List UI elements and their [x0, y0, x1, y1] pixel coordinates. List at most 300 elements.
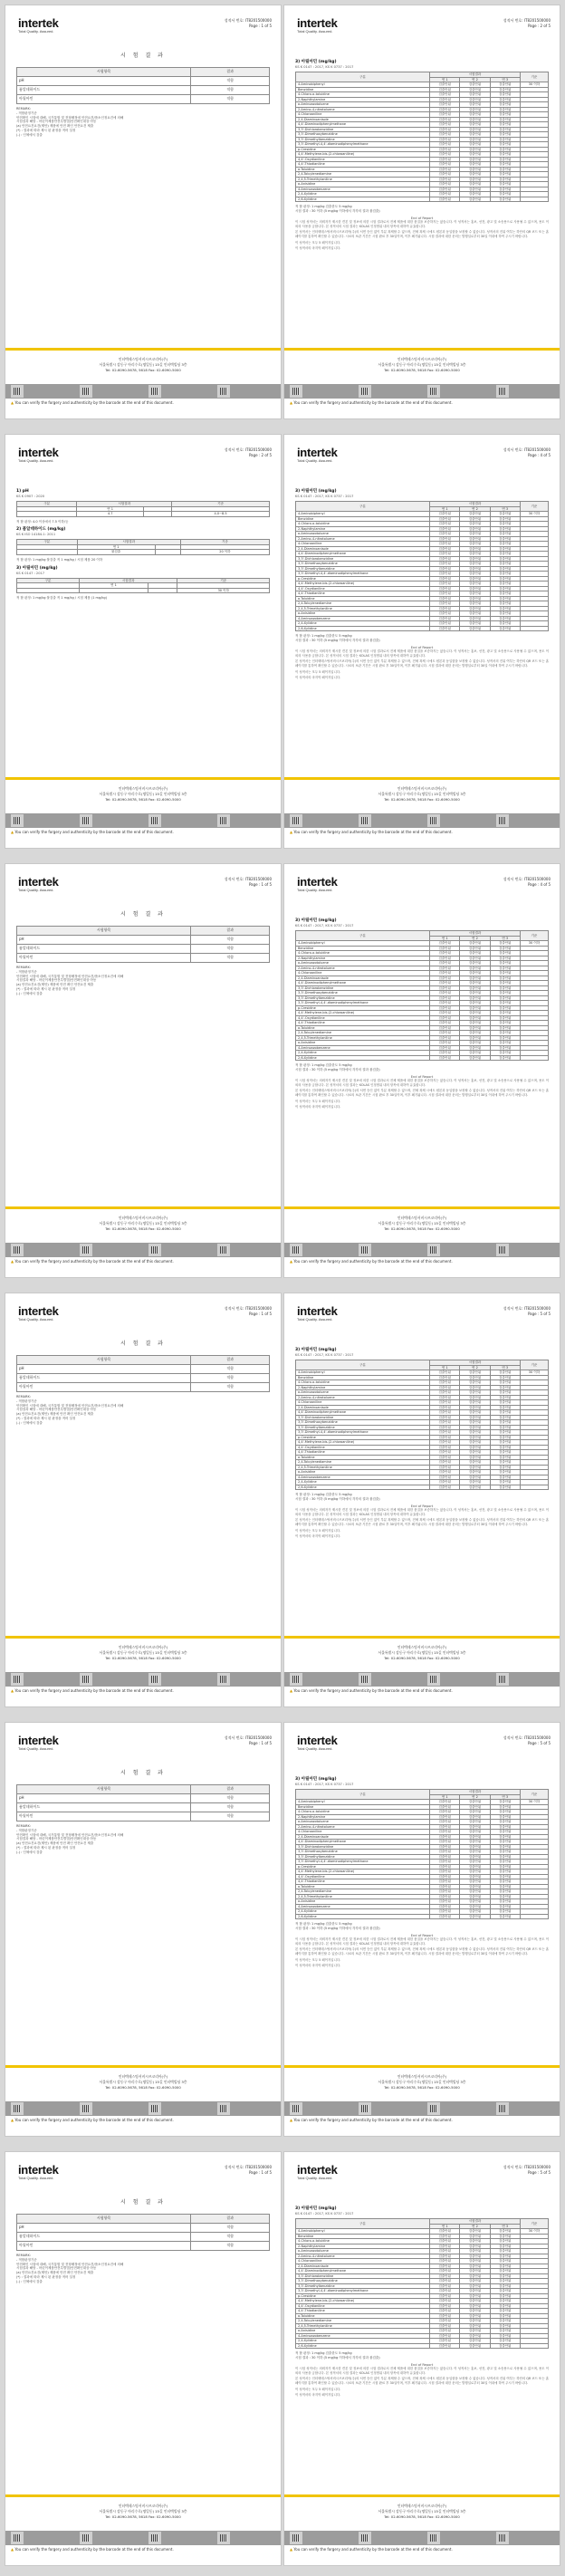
table-row: 4-Chloroaniline 검출안됨 검출안됨 검출안됨 — [296, 1400, 549, 1406]
footer: 인터텍테스팅서비시즈코리아(주) 서울특별시 강동구 아리수로(명일동) 15길 인터텍빌딩 3층 Tel: 02-6090-5678, 5618 Fax: 02-6090-5000 — [378, 357, 466, 372]
table-row: o-Aminoazotoluene 검출안됨 검출안됨 검출안됨 — [296, 1820, 549, 1825]
footer: 인터텍테스팅서비시즈코리아(주) 서울특별시 강동구 아리수로(명일동) 15길 인터텍빌딩 3층 Tel: 02-6090-5678, 5618 Fax: 02-6090-5000 — [99, 786, 187, 802]
table-row: 아릴아민 적합 — [17, 2242, 270, 2251]
summary-table — [16, 67, 270, 104]
disclaimer: End of Report 이 시험 성적서는 의뢰자가 제시한 견본 및 정보에 의한 시험 결과로서 전체 제품에 대한 품질을 보증하지는 않습니다. 이 성적서는 홍보, 선전, 광고 및 소송용으로 사용될 수 없으며, 용도 이외의 사용을 금합니다. 본 성적서의 시험 결과는 KOLAS 인정범위 내의 항목에 대하여 유효합니다. 본 성적서는 인터텍테스팅서비시즈코리아(주)의 서면 승인 없이 부분 복제할 수 없으며, 전체 복제 시에도 원본과 동일함을 보장할 수 없습니다. 성적서의 진위 여부는 하단의 QR 코드 또는 홈페이지를 통하여 확인할 수 있습니다. 시료의 보관 기간은 시험 완료 후 30일이며, 이후 폐기됩니다. 시험 결과에 대한 문의는 발행일로부터 30일 이내에 하여 주시기 바랍니다. 이 성적서는 모두 5 페이지입니다. 이 성적서의 마지막 페이지입니다. — [295, 2362, 549, 2398]
table-row: 2,4-Toluylenediamine 검출안됨 검출안됨 검출안됨 — [296, 172, 549, 178]
table-row: 3,3'-Dichlorobenzidine 검출안됨 검출안됨 검출안됨 — [296, 127, 549, 132]
table-row: 4,4'-Methylene-bis-(2-chloroaniline) 검출안됨 검출안됨 검출안됨 — [296, 1870, 549, 1875]
disclaimer: End of Report 이 시험 성적서는 의뢰자가 제시한 견본 및 정보에 의한 시험 결과로서 전체 제품에 대한 품질을 보증하지는 않습니다. 이 성적서는 홍보, 선전, 광고 및 소송용으로 사용될 수 없으며, 용도 이외의 사용을 금합니다. 본 성적서의 시험 결과는 KOLAS 인정범위 내의 항목에 대하여 유효합니다. 본 성적서는 인터텍테스팅서비시즈코리아(주)의 서면 승인 없이 부분 복제할 수 없으며, 전체 복제 시에도 원본과 동일함을 보장할 수 없습니다. 성적서의 진위 여부는 하단의 QR 코드 또는 홈페이지를 통하여 확인할 수 있습니다. 시료의 보관 기간은 시험 완료 후 30일이며, 이후 폐기됩니다. 시험 결과에 대한 문의는 발행일로부터 30일 이내에 하여 주시기 바랍니다. 이 성적서는 모두 5 페이지입니다. 이 성적서의 마지막 페이지입니다. — [295, 1933, 549, 1968]
qr-code-icon — [496, 1244, 509, 1256]
report-page — [284, 5, 560, 418]
intertek-logo: intertek Total Quality. Assured. — [297, 1734, 338, 1751]
remark-block: REMARK: - 적합판정기준 안전확인 시험에 대해, 국가통합 및 전형배정에 안전요건/품소인정요건에 의해 시험결과 해당 - 어린이제품안전특별법(안전확인대상 아동 (a) 안전요건요건(제안) 제품에 안전 확인 안전요건 제출 (*) : 결과에 따라 제시 된 판정을 적어 설정 (-) : 인체에서 검출 — [16, 966, 124, 995]
verify-note: ▲ You can verify the forgery and authenticity by the barcode at the end of this document. — [290, 2118, 453, 2122]
summary-table — [16, 926, 270, 963]
table-row: 4,4'-Oxydianiline 검출안됨 검출안됨 검출안됨 — [296, 1015, 549, 1021]
amine-content: 3) 아릴아민 (mg/kg) KS K 0147 : 2017, KS K 0737 : 2017 구분 시험결과 기준 연 1 연 2 연 3 4-Aminobiphenyl 검출안됨 검출안됨 검출안됨 30 이하 Benzidine 검출안됨 검출안됨 검출안됨 4-Chloro-o-toluidine 검출안됨 검출안됨 검출안됨 2-Naphthylamine 검출안됨 검출안됨 검출안됨 o-Aminoazotoluene 검출안됨 검출안됨 검출안됨 2-Amino-4-nitrotoluene 검출안됨 검출안됨 검출안됨 4-Chloroaniline 검출안됨 검출안됨 검출안됨 2,4-Diaminoanisole 검출안됨 검출안됨 검출안됨 4,4'-Diaminodiphenylmethane 검출안됨 검출안됨 검출안됨 3,3'-Dichlorobenzidine 검출안됨 검출안됨 검출안됨 3,3'-Dimethoxybenzidine 검출안됨 검출안됨 검출안됨 3,3'-Dimethylbenzidine 검출안됨 검출안됨 검출안됨 3,3'-Dimethyl-4,4'-diaminodiphenylmethane 검출안됨 검출안됨 검출안됨 p-Cresidine 검출안됨 검출안됨 검출안됨 4,4'-Methylene-bis-(2-chloroaniline) 검출안됨 검출안됨 검출안됨 4,4'-Oxydianiline 검출안됨 검출안됨 검출안됨 4,4'-Thiodianiline 검출안됨 검출안됨 검출안됨 o-Toluidine 검출안됨 검출안됨 검출안됨 2,4-Toluylenediamine 검출안됨 검출안됨 검출안됨 2,4,5-Trimethylaniline 검출안됨 검출안됨 검출안됨 o-Anisidine 검출안됨 검출안됨 검출안됨 4-Aminoazobenzene 검출안됨 검출안됨 검출안됨 2,4-Xylidine 검출안됨 검출안됨 검출안됨 2,6-Xylidine 검출안됨 검출안됨 검출안됨 적 합 판정: 1 mg/kg 검출한도 5 mg/kg 시험 결과 : 30 이하 (5 mg/kg 이하에서 각각의 결과 불검출) End of Report 이 시험 성적서는 의뢰자가 제시한 견본 및 정보에 의한 시험 결과로서 전체 제품에 대한 품질을 보증하지는 않습니다. 이 성적서는 홍보, 선전, 광고 및 소송용으로 사용될 수 없으며, 용도 이외의 사용을 금합니다. 본 성적서의 시험 결과는 KOLAS 인정범위 내의 항목에 대하여 유효합니다. 본 성적서는 인터텍테스팅서비시즈코리아(주)의 서면 승인 없이 부분 복제할 수 없으며, 전체 복제 시에도 원본과 동일함을 보장할 수 없습니다. 성적서의 진위 여부는 하단의 QR 코드 또는 홈페이지를 통하여 확인할 수 있습니다. 시료의 보관 기간은 시험 완료 후 30일이며, 이후 폐기됩니다. 시험 결과에 대한 문의는 발행일로부터 30일 이내에 하여 주시기 바랍니다. 이 성적서는 모두 5 페이지입니다. 이 성적서의 마지막 페이지입니다. — [295, 1348, 549, 1539]
table-row: 4,4'-Diaminodiphenylmethane 검출안됨 검출안됨 검출안됨 — [296, 552, 549, 557]
qr-code-icon — [80, 1244, 92, 1256]
table-row: 4,4'-Methylene-bis-(2-chloroaniline) 검출안됨 검출안됨 검출안됨 — [296, 1440, 549, 1446]
table-row: 2,4,5-Trimethylaniline 검출안됨 검출안됨 검출안됨 — [296, 1894, 549, 1899]
table-row: 2,4-Diaminoanisole 검출안됨 검출안됨 검출안됨 — [296, 546, 549, 552]
table-row: p-Cresidine 검출안됨 검출안됨 검출안됨 — [296, 1005, 549, 1011]
table-row: 3,3'-Dimethylbenzidine 검출안됨 검출안됨 검출안됨 — [296, 995, 549, 1001]
tests-content: 1) pH KS K 0907 : 2020 구분 시험결과 기준 연 1 4.7 4.0~8.5 적 합 판정: 4.0 이상에서 7.5 이하/등 2) 폼알데하이드 (mg/kg) KS K ISO 14184-1: 2011 구분 시험결과 기준 연 1 불검출 20 이하 적 합 판정: 1 mg/kg 불검출 적 1 mg/kg / 시험 제품 20 이하 3) 아릴아민 (mg/kg) KS K 0147 : 2017 구분 시험결과 기준 연 1 30 이하 적 합 판정: 1 mg/kg 불검출 적 1 mg/kg / 시험 제품 (1 mg/kg) — [16, 485, 270, 601]
qr-code-icon — [290, 1673, 302, 1686]
amine-summary-table: 구분 시험결과 기준 연 1 30 이하 — [16, 578, 270, 594]
info-icon: ▲ — [290, 830, 293, 834]
qr-code-icon — [80, 2102, 92, 2115]
barcode-band — [284, 384, 560, 399]
col-result: 결과 — [191, 1356, 270, 1365]
table-row: Benzidine 검출안됨 검출안됨 검출안됨 — [296, 1375, 549, 1380]
verify-note: ▲ You can verify the forgery and authenticity by the barcode at the end of this document. — [11, 1688, 174, 1693]
qr-code-icon — [359, 2532, 371, 2544]
table-row: 2,4-Diaminoanisole 검출안됨 검출안됨 검출안됨 — [296, 1834, 549, 1840]
ph-table: 구분 시험결과 기준 연 1 4.7 4.0~8.5 — [16, 501, 270, 517]
table-row: o-Anisidine 검출안됨 검출안됨 검출안됨 — [296, 1470, 549, 1475]
table-row: 2,6-Xylidine 검출안됨 검출안됨 검출안됨 — [296, 626, 549, 631]
table-row: 2,4-Diaminoanisole 검출안됨 검출안됨 검출안됨 — [296, 976, 549, 981]
accent-band — [284, 1636, 560, 1639]
table-row: 폼알데하이드 적합 — [17, 2233, 270, 2242]
table-row: 2-Naphthylamine 검출안됨 검출안됨 검출안됨 — [296, 1385, 549, 1390]
summary-content — [16, 1355, 270, 1426]
intertek-logo: intertek Total Quality. Assured. — [18, 875, 59, 892]
verify-note: ▲ You can verify the forgery and authenticity by the barcode at the end of this document. — [290, 1259, 453, 1264]
qr-code-icon — [427, 814, 440, 827]
table-row: 폼알데하이드 적합 — [17, 1803, 270, 1812]
qr-code-icon — [290, 2102, 302, 2115]
amine-table: 구분 시험결과 기준 연 1 연 2 연 3 4-Aminobiphenyl 검출안됨 검출안됨 검출안됨 30 이하 Benzidine 검출안됨 검출안됨 검출안됨 4-Chloro-o-toluidine 검출안됨 검출안됨 검출안됨 2-Naphthylamine 검출안됨 검출안됨 검출안됨 o-Aminoazotoluene 검출안됨 검출안됨 검출안됨 2-Amino-4-nitrotoluene 검출안됨 검출안됨 검출안됨 4-Chloroaniline 검출안됨 검출안됨 검출안됨 2,4-Diaminoanisole 검출안됨 검출안됨 검출안됨 4,4'-Diaminodiphenylmethane 검출안됨 검출안됨 검출안됨 3,3'-Dichlorobenzidine 검출안됨 검출안됨 검출안됨 3,3'-Dimethoxybenzidine 검출안됨 검출안됨 검출안됨 3,3'-Dimethylbenzidine 검출안됨 검출안됨 검출안됨 3,3'-Dimethyl-4,4'-diaminodiphenylmethane 검출안됨 검출안됨 검출안됨 p-Cresidine 검출안됨 검출안됨 검출안됨 4,4'-Methylene-bis-(2-chloroaniline) 검출안됨 검출안됨 검출안됨 4,4'-Oxydianiline 검출안됨 검출안됨 검출안됨 4,4'-Thiodianiline 검출안됨 검출안됨 검출안됨 o-Toluidine 검출안됨 검출안됨 검출안됨 2,4-Toluylenediamine 검출안됨 검출안됨 검출안됨 2,4,5-Trimethylaniline 검출안됨 검출안됨 검출안됨 o-Anisidine 검출안됨 검출안됨 검출안됨 4-Aminoazobenzene 검출안됨 검출안됨 검출안됨 2,4-Xylidine 검출안됨 검출안됨 검출안됨 2,6-Xylidine 검출안됨 검출안됨 검출안됨 — [295, 1789, 549, 1919]
qr-code-icon — [290, 385, 302, 398]
table-row: o-Aminoazotoluene 검출안됨 검출안됨 검출안됨 — [296, 1390, 549, 1396]
table-row: o-Anisidine 검출안됨 검출안됨 검출안됨 — [296, 611, 549, 617]
info-icon: ▲ — [290, 400, 293, 405]
table-row: p-Cresidine 검출안됨 검출안됨 검출안됨 — [296, 2293, 549, 2299]
amine-content: 3) 아릴아민 (mg/kg) KS K 0147 : 2017, KS K 0737 : 2017 구분 시험결과 기준 연 1 연 2 연 3 4-Aminobiphenyl 검출안됨 검출안됨 검출안됨 30 이하 Benzidine 검출안됨 검출안됨 검출안됨 4-Chloro-o-toluidine 검출안됨 검출안됨 검출안됨 2-Naphthylamine 검출안됨 검출안됨 검출안됨 o-Aminoazotoluene 검출안됨 검출안됨 검출안됨 2-Amino-4-nitrotoluene 검출안됨 검출안됨 검출안됨 4-Chloroaniline 검출안됨 검출안됨 검출안됨 2,4-Diaminoanisole 검출안됨 검출안됨 검출안됨 4,4'-Diaminodiphenylmethane 검출안됨 검출안됨 검출안됨 3,3'-Dichlorobenzidine 검출안됨 검출안됨 검출안됨 3,3'-Dimethoxybenzidine 검출안됨 검출안됨 검출안됨 3,3'-Dimethylbenzidine 검출안됨 검출안됨 검출안됨 3,3'-Dimethyl-4,4'-diaminodiphenylmethane 검출안됨 검출안됨 검출안됨 p-Cresidine 검출안됨 검출안됨 검출안됨 4,4'-Methylene-bis-(2-chloroaniline) 검출안됨 검출안됨 검출안됨 4,4'-Oxydianiline 검출안됨 검출안됨 검출안됨 4,4'-Thiodianiline 검출안됨 검출안됨 검출안됨 o-Toluidine 검출안됨 검출안됨 검출안됨 2,4-Toluylenediamine 검출안됨 검출안됨 검출안됨 2,4,5-Trimethylaniline 검출안됨 검출안됨 검출안됨 o-Anisidine 검출안됨 검출안됨 검출안됨 4-Aminoazobenzene 검출안됨 검출안됨 검출안됨 2,4-Xylidine 검출안됨 검출안됨 검출안됨 2,6-Xylidine 검출안됨 검출안됨 검출안됨 적 합 판정: 1 mg/kg 검출한도 5 mg/kg 시험 결과 : 30 이하 (5 mg/kg 이하에서 각각의 결과 불검출) End of Report 이 시험 성적서는 의뢰자가 제시한 견본 및 정보에 의한 시험 결과로서 전체 제품에 대한 품질을 보증하지는 않습니다. 이 성적서는 홍보, 선전, 광고 및 소송용으로 사용될 수 없으며, 용도 이외의 사용을 금합니다. 본 성적서의 시험 결과는 KOLAS 인정범위 내의 항목에 대하여 유효합니다. 본 성적서는 인터텍테스팅서비시즈코리아(주)의 서면 승인 없이 부분 복제할 수 없으며, 전체 복제 시에도 원본과 동일함을 보장할 수 없습니다. 성적서의 진위 여부는 하단의 QR 코드 또는 홈페이지를 통하여 확인할 수 있습니다. 시료의 보관 기간은 시험 완료 후 30일이며, 이후 폐기됩니다. 시험 결과에 대한 문의는 발행일로부터 30일 이내에 하여 주시기 바랍니다. 이 성적서는 모두 5 페이지입니다. 이 성적서의 마지막 페이지입니다. — [295, 2206, 549, 2398]
table-row: 2,4-Xylidine 검출안됨 검출안됨 검출안됨 — [296, 192, 549, 197]
report-page — [284, 1293, 560, 1706]
disclaimer: End of Report 이 시험 성적서는 의뢰자가 제시한 견본 및 정보에 의한 시험 결과로서 전체 제품에 대한 품질을 보증하지는 않습니다. 이 성적서는 홍보, 선전, 광고 및 소송용으로 사용될 수 없으며, 용도 이외의 사용을 금합니다. 본 성적서의 시험 결과는 KOLAS 인정범위 내의 항목에 대하여 유효합니다. 본 성적서는 인터텍테스팅서비시즈코리아(주)의 서면 승인 없이 부분 복제할 수 없으며, 전체 복제 시에도 원본과 동일함을 보장할 수 없습니다. 성적서의 진위 여부는 하단의 QR 코드 또는 홈페이지를 통하여 확인할 수 있습니다. 시료의 보관 기간은 시험 완료 후 30일이며, 이후 폐기됩니다. 시험 결과에 대한 문의는 발행일로부터 30일 이내에 하여 주시기 바랍니다. 이 성적서는 모두 5 페이지입니다. 이 성적서의 마지막 페이지입니다. — [295, 645, 549, 680]
table-row: 2,4-Xylidine 검출안됨 검출안됨 검출안됨 — [296, 1051, 549, 1056]
table-row: 2-Naphthylamine 검출안됨 검출안됨 검출안됨 — [296, 956, 549, 961]
summary-table — [16, 2214, 270, 2251]
table-row: 4,4'-Oxydianiline 검출안됨 검출안됨 검출안됨 — [296, 1874, 549, 1879]
table-row: 4-Chloro-o-toluidine 검출안됨 검출안됨 검출안됨 — [296, 522, 549, 527]
intertek-logo: intertek Total Quality. Assured. — [297, 16, 338, 34]
table-row: 4-Chloro-o-toluidine 검출안됨 검출안됨 검출안됨 — [296, 1810, 549, 1815]
table-row: o-Toluidine 검출안됨 검출안됨 검출안됨 — [296, 2313, 549, 2319]
table-row: 4,4'-Thiodianiline 검출안됨 검출안됨 검출안됨 — [296, 591, 549, 597]
col-item: 시험항목 — [17, 2215, 191, 2224]
table-row: o-Aminoazotoluene 검출안됨 검출안됨 검출안됨 — [296, 102, 549, 108]
table-row: 2,4-Xylidine 검출안됨 검출안됨 검출안됨 — [296, 621, 549, 627]
summary-table — [16, 1355, 270, 1392]
report-page — [284, 435, 560, 848]
table-row: 아릴아민 적합 — [17, 1383, 270, 1392]
table-row: o-Toluidine 검출안됨 검출안됨 검출안됨 — [296, 1884, 549, 1889]
report-page — [5, 435, 281, 848]
intertek-logo: intertek Total Quality. Assured. — [18, 2163, 59, 2180]
table-row: 4,4'-Oxydianiline 검출안됨 검출안됨 검출안됨 — [296, 157, 549, 162]
table-row: 4-Aminoazobenzene 검출안됨 검출안됨 검출안됨 — [296, 2333, 549, 2339]
table-row: 4,4'-Diaminodiphenylmethane 검출안됨 검출안됨 검출안됨 — [296, 1410, 549, 1416]
table-row: 2,4-Toluylenediamine 검출안됨 검출안됨 검출안됨 — [296, 1889, 549, 1895]
table-row: 3,3'-Dimethylbenzidine 검출안됨 검출안됨 검출안됨 — [296, 2283, 549, 2289]
qr-code-icon — [148, 1244, 161, 1256]
barcode-band — [284, 1243, 560, 1257]
report-meta: 성적서 번호: IT8201500000 Page : 1 of 5 — [224, 1306, 272, 1316]
table-row: 2,4,5-Trimethylaniline 검출안됨 검출안됨 검출안됨 — [296, 2323, 549, 2329]
table-row: 4-Chloro-o-toluidine 검출안됨 검출안됨 검출안됨 — [296, 2239, 549, 2244]
table-row: 2,6-Xylidine 검출안됨 검출안됨 검출안됨 — [296, 1055, 549, 1061]
table-row: 4,4'-Diaminodiphenylmethane 검출안됨 검출안됨 검출안됨 — [296, 122, 549, 128]
summary-content — [16, 2214, 270, 2284]
footer: 인터텍테스팅서비시즈코리아(주) 서울특별시 강동구 아리수로(명일동) 15길 인터텍빌딩 3층 Tel: 02-6090-5678, 5618 Fax: 02-6090-5000 — [378, 786, 466, 802]
table-row: p-Cresidine 검출안됨 검출안됨 검출안됨 — [296, 1864, 549, 1870]
col-item: 시험항목 — [17, 1785, 191, 1794]
table-row: 3,3'-Dimethyl-4,4'-diaminodiphenylmethane 검출안됨 검출안됨 검출안됨 — [296, 1001, 549, 1006]
qr-code-icon — [148, 2102, 161, 2115]
summary-title: 시 험 결 과 — [120, 53, 166, 59]
info-icon: ▲ — [290, 1688, 293, 1693]
table-row: 2,6-Xylidine 검출안됨 검출안됨 검출안됨 — [296, 197, 549, 202]
table-row: 4-Chloroaniline 검출안됨 검출안됨 검출안됨 — [296, 542, 549, 547]
table-row: o-Anisidine 검출안됨 검출안됨 검출안됨 — [296, 1041, 549, 1046]
qr-code-icon — [11, 2102, 24, 2115]
table-row: 3,3'-Dimethyl-4,4'-diaminodiphenylmethane 검출안됨 검출안됨 검출안됨 — [296, 2289, 549, 2294]
table-row: 3,3'-Dichlorobenzidine 검출안됨 검출안됨 검출안됨 — [296, 1415, 549, 1420]
table-row: 4-Aminoazobenzene 검출안됨 검출안됨 검출안됨 — [296, 1904, 549, 1909]
report-meta: 성적서 번호: IT8201500000 Page : 4 of 5 — [503, 447, 551, 457]
qr-code-icon — [11, 814, 24, 827]
table-row: 2-Naphthylamine 검출안됨 검출안됨 검출안됨 — [296, 97, 549, 102]
table-row: 2,4-Toluylenediamine 검출안됨 검출안됨 검출안됨 — [296, 1460, 549, 1466]
qr-code-icon — [427, 2102, 440, 2115]
qr-code-icon — [80, 385, 92, 398]
remark-block: REMARK: - 적합판정기준 안전확인 시험에 대해, 국가통합 및 전형배정에 안전요건/품소인정요건에 의해 시험결과 해당 - 어린이제품안전특별법(안전확인대상 아동 (a) 안전요건요건(제안) 제품에 안전 확인 안전요건 제출 (*) : 결과에 따라 제시 된 판정을 적어 설정 (-) : 인체에서 검출 — [16, 2254, 124, 2283]
qr-code-icon — [217, 814, 230, 827]
summary-content — [16, 1784, 270, 1855]
table-row: 2-Amino-4-nitrotoluene 검출안됨 검출안됨 검출안됨 — [296, 966, 549, 971]
table-row: 2,4-Diaminoanisole 검출안됨 검출안됨 검출안됨 — [296, 1405, 549, 1410]
col-item: 시험항목 — [17, 1356, 191, 1365]
table-row: 3,3'-Dimethylbenzidine 검출안됨 검출안됨 검출안됨 — [296, 566, 549, 572]
table-row: 2-Amino-4-nitrotoluene 검출안됨 검출안됨 검출안됨 — [296, 1395, 549, 1400]
table-row: 2-Naphthylamine 검출안됨 검출안됨 검출안됨 — [296, 526, 549, 532]
barcode-band — [284, 1672, 560, 1687]
table-row: 3,3'-Dimethoxybenzidine 검출안됨 검출안됨 검출안됨 — [296, 2279, 549, 2284]
table-row: Benzidine 검출안됨 검출안됨 검출안됨 — [296, 516, 549, 522]
table-row: 3,3'-Dimethoxybenzidine 검출안됨 검출안됨 검출안됨 — [296, 991, 549, 996]
footer: 인터텍테스팅서비시즈코리아(주) 서울특별시 강동구 아리수로(명일동) 15길 인터텍빌딩 3층 Tel: 02-6090-5678, 5618 Fax: 02-6090-5000 — [378, 1216, 466, 1231]
verify-note: ▲ You can verify the forgery and authenticity by the barcode at the end of this document. — [290, 830, 453, 834]
report-page — [284, 1723, 560, 2136]
table-row: 아릴아민 적합 — [17, 954, 270, 963]
table-row: o-Toluidine 검출안됨 검출안됨 검출안됨 — [296, 1455, 549, 1460]
table-row: p-Cresidine 검출안됨 검출안됨 검출안됨 — [296, 1435, 549, 1440]
summary-content — [16, 67, 270, 138]
amine-content: 3) 아릴아민 (mg/kg) KS K 0147 : 2017, KS K 0737 : 2017 구분 시험결과 기준 연 1 연 2 연 3 4-Aminobiphenyl 검출안됨 검출안됨 검출안됨 30 이하 Benzidine 검출안됨 검출안됨 검출안됨 4-Chloro-o-toluidine 검출안됨 검출안됨 검출안됨 2-Naphthylamine 검출안됨 검출안됨 검출안됨 o-Aminoazotoluene 검출안됨 검출안됨 검출안됨 2-Amino-4-nitrotoluene 검출안됨 검출안됨 검출안됨 4-Chloroaniline 검출안됨 검출안됨 검출안됨 2,4-Diaminoanisole 검출안됨 검출안됨 검출안됨 4,4'-Diaminodiphenylmethane 검출안됨 검출안됨 검출안됨 3,3'-Dichlorobenzidine 검출안됨 검출안됨 검출안됨 3,3'-Dimethoxybenzidine 검출안됨 검출안됨 검출안됨 3,3'-Dimethylbenzidine 검출안됨 검출안됨 검출안됨 3,3'-Dimethyl-4,4'-diaminodiphenylmethane 검출안됨 검출안됨 검출안됨 p-Cresidine 검출안됨 검출안됨 검출안됨 4,4'-Methylene-bis-(2-chloroaniline) 검출안됨 검출안됨 검출안됨 4,4'-Oxydianiline 검출안됨 검출안됨 검출안됨 4,4'-Thiodianiline 검출안됨 검출안됨 검출안됨 o-Toluidine 검출안됨 검출안됨 검출안됨 2,4-Toluylenediamine 검출안됨 검출안됨 검출안됨 2,4,5-Trimethylaniline 검출안됨 검출안됨 검출안됨 o-Anisidine 검출안됨 검출안됨 검출안됨 4-Aminoazobenzene 검출안됨 검출안됨 검출안됨 2,4-Xylidine 검출안됨 검출안됨 검출안됨 2,6-Xylidine 검출안됨 검출안됨 검출안됨 적 합 판정: 1 mg/kg 검출한도 5 mg/kg 시험 결과 : 30 이하 (5 mg/kg 이하에서 각각의 결과 불검출) End of Report 이 시험 성적서는 의뢰자가 제시한 견본 및 정보에 의한 시험 결과로서 전체 제품에 대한 품질을 보증하지는 않습니다. 이 성적서는 홍보, 선전, 광고 및 소송용으로 사용될 수 없으며, 용도 이외의 사용을 금합니다. 본 성적서의 시험 결과는 KOLAS 인정범위 내의 항목에 대하여 유효합니다. 본 성적서는 인터텍테스팅서비시즈코리아(주)의 서면 승인 없이 부분 복제할 수 없으며, 전체 복제 시에도 원본과 동일함을 보장할 수 없습니다. 성적서의 진위 여부는 하단의 QR 코드 또는 홈페이지를 통하여 확인할 수 있습니다. 시료의 보관 기간은 시험 완료 후 30일이며, 이후 폐기됩니다. 시험 결과에 대한 문의는 발행일로부터 30일 이내에 하여 주시기 바랍니다. 이 성적서는 모두 5 페이지입니다. 이 성적서의 마지막 페이지입니다. — [295, 60, 549, 251]
intertek-logo: intertek Total Quality. Assured. — [297, 875, 338, 892]
table-row: 4-Aminobiphenyl 검출안됨 검출안됨 검출안됨 30 이하 — [296, 1800, 549, 1805]
table-row: 4-Aminobiphenyl 검출안됨 검출안됨 검출안됨 30 이하 — [296, 512, 549, 517]
table-row: 3,3'-Dimethoxybenzidine 검출안됨 검출안됨 검출안됨 — [296, 562, 549, 567]
qr-code-icon — [217, 1673, 230, 1686]
report-meta: 성적서 번호: IT8201500000 Page : 2 of 5 — [503, 18, 551, 28]
disclaimer: End of Report 이 시험 성적서는 의뢰자가 제시한 견본 및 정보에 의한 시험 결과로서 전체 제품에 대한 품질을 보증하지는 않습니다. 이 성적서는 홍보, 선전, 광고 및 소송용으로 사용될 수 없으며, 용도 이외의 사용을 금합니다. 본 성적서의 시험 결과는 KOLAS 인정범위 내의 항목에 대하여 유효합니다. 본 성적서는 인터텍테스팅서비시즈코리아(주)의 서면 승인 없이 부분 복제할 수 없으며, 전체 복제 시에도 원본과 동일함을 보장할 수 없습니다. 성적서의 진위 여부는 하단의 QR 코드 또는 홈페이지를 통하여 확인할 수 있습니다. 시료의 보관 기간은 시험 완료 후 30일이며, 이후 폐기됩니다. 시험 결과에 대한 문의는 발행일로부터 30일 이내에 하여 주시기 바랍니다. 이 성적서는 모두 5 페이지입니다. 이 성적서의 마지막 페이지입니다. — [295, 1074, 549, 1110]
table-row: 4-Aminobiphenyl 검출안됨 검출안됨 검출안됨 30 이하 — [296, 1370, 549, 1376]
table-row: 폼알데하이드 적합 — [17, 1374, 270, 1383]
amine-table: 구분 시험결과 기준 연 1 연 2 연 3 4-Aminobiphenyl 검출안됨 검출안됨 검출안됨 30 이하 Benzidine 검출안됨 검출안됨 검출안됨 4-Chloro-o-toluidine 검출안됨 검출안됨 검출안됨 2-Naphthylamine 검출안됨 검출안됨 검출안됨 o-Aminoazotoluene 검출안됨 검출안됨 검출안됨 2-Amino-4-nitrotoluene 검출안됨 검출안됨 검출안됨 4-Chloroaniline 검출안됨 검출안됨 검출안됨 2,4-Diaminoanisole 검출안됨 검출안됨 검출안됨 4,4'-Diaminodiphenylmethane 검출안됨 검출안됨 검출안됨 3,3'-Dichlorobenzidine 검출안됨 검출안됨 검출안됨 3,3'-Dimethoxybenzidine 검출안됨 검출안됨 검출안됨 3,3'-Dimethylbenzidine 검출안됨 검출안됨 검출안됨 3,3'-Dimethyl-4,4'-diaminodiphenylmethane 검출안됨 검출안됨 검출안됨 p-Cresidine 검출안됨 검출안됨 검출안됨 4,4'-Methylene-bis-(2-chloroaniline) 검출안됨 검출안됨 검출안됨 4,4'-Oxydianiline 검출안됨 검출안됨 검출안됨 4,4'-Thiodianiline 검출안됨 검출안됨 검출안됨 o-Toluidine 검출안됨 검출안됨 검출안됨 2,4-Toluylenediamine 검출안됨 검출안됨 검출안됨 2,4,5-Trimethylaniline 검출안됨 검출안됨 검출안됨 o-Anisidine 검출안됨 검출안됨 검출안됨 4-Aminoazobenzene 검출안됨 검출안됨 검출안됨 2,4-Xylidine 검출안됨 검출안됨 검출안됨 2,6-Xylidine 검출안됨 검출안됨 검출안됨 — [295, 1360, 549, 1490]
table-row: 4,4'-Oxydianiline 검출안됨 검출안됨 검출안됨 — [296, 1445, 549, 1450]
table-row: 3,3'-Dimethylbenzidine 검출안됨 검출안됨 검출안됨 — [296, 137, 549, 142]
table-row: 4,4'-Oxydianiline 검출안됨 검출안됨 검출안됨 — [296, 2303, 549, 2309]
qr-code-icon — [496, 814, 509, 827]
table-row: o-Anisidine 검출안됨 검출안됨 검출안됨 — [296, 2329, 549, 2334]
table-row: 3,3'-Dichlorobenzidine 검출안됨 검출안됨 검출안됨 — [296, 2273, 549, 2279]
table-row: 3,3'-Dimethoxybenzidine 검출안됨 검출안됨 검출안됨 — [296, 132, 549, 138]
accent-band — [284, 777, 560, 780]
table-row: 2,4-Xylidine 검출안됨 검출안됨 검출안됨 — [296, 2339, 549, 2344]
amine-table: 구분 시험결과 기준 연 1 연 2 연 3 4-Aminobiphenyl 검출안됨 검출안됨 검출안됨 30 이하 Benzidine 검출안됨 검출안됨 검출안됨 4-Chloro-o-toluidine 검출안됨 검출안됨 검출안됨 2-Naphthylamine 검출안됨 검출안됨 검출안됨 o-Aminoazotoluene 검출안됨 검출안됨 검출안됨 2-Amino-4-nitrotoluene 검출안됨 검출안됨 검출안됨 4-Chloroaniline 검출안됨 검출안됨 검출안됨 2,4-Diaminoanisole 검출안됨 검출안됨 검출안됨 4,4'-Diaminodiphenylmethane 검출안됨 검출안됨 검출안됨 3,3'-Dichlorobenzidine 검출안됨 검출안됨 검출안됨 3,3'-Dimethoxybenzidine 검출안됨 검출안됨 검출안됨 3,3'-Dimethylbenzidine 검출안됨 검출안됨 검출안됨 3,3'-Dimethyl-4,4'-diaminodiphenylmethane 검출안됨 검출안됨 검출안됨 p-Cresidine 검출안됨 검출안됨 검출안됨 4,4'-Methylene-bis-(2-chloroaniline) 검출안됨 검출안됨 검출안됨 4,4'-Oxydianiline 검출안됨 검출안됨 검출안됨 4,4'-Thiodianiline 검출안됨 검출안됨 검출안됨 o-Toluidine 검출안됨 검출안됨 검출안됨 2,4-Toluylenediamine 검출안됨 검출안됨 검출안됨 2,4,5-Trimethylaniline 검출안됨 검출안됨 검출안됨 o-Anisidine 검출안됨 검출안됨 검출안됨 4-Aminoazobenzene 검출안됨 검출안됨 검출안됨 2,4-Xylidine 검출안됨 검출안됨 검출안됨 2,6-Xylidine 검출안됨 검출안됨 검출안됨 — [295, 2218, 549, 2349]
qr-code-icon — [359, 814, 371, 827]
info-icon: ▲ — [11, 1688, 14, 1693]
summary-title: 시 험 결 과 — [120, 1341, 166, 1347]
col-result: 결과 — [191, 1785, 270, 1794]
qr-code-icon — [80, 2532, 92, 2544]
intertek-logo: intertek Total Quality. Assured. — [18, 446, 59, 463]
intertek-logo: intertek Total Quality. Assured. — [297, 2163, 338, 2180]
verify-note: ▲ You can verify the forgery and authenticity by the barcode at the end of this document. — [11, 2118, 174, 2122]
table-row: pH 적합 — [17, 1794, 270, 1803]
report-meta: 성적서 번호: IT8201500000 Page : 4 of 5 — [503, 877, 551, 887]
barcode-band — [5, 813, 281, 828]
qr-code-icon — [359, 1244, 371, 1256]
accent-band — [284, 2494, 560, 2497]
table-row: 3,3'-Dimethoxybenzidine 검출안됨 검출안됨 검출안됨 — [296, 1850, 549, 1855]
footer: 인터텍테스팅서비시즈코리아(주) 서울특별시 강동구 아리수로(명일동) 15길 인터텍빌딩 3층 Tel: 02-6090-5678, 5618 Fax: 02-6090-5000 — [99, 357, 187, 372]
table-row: 3,3'-Dimethylbenzidine 검출안됨 검출안됨 검출안됨 — [296, 1854, 549, 1860]
barcode-band — [284, 813, 560, 828]
barcode-band — [5, 2101, 281, 2116]
table-row: 4-Aminobiphenyl 검출안됨 검출안됨 검출안됨 30 이하 — [296, 941, 549, 947]
table-row: 2,4,5-Trimethylaniline 검출안됨 검출안됨 검출안됨 — [296, 1465, 549, 1470]
qr-code-icon — [11, 1244, 24, 1256]
table-row: 2,4-Toluylenediamine 검출안됨 검출안됨 검출안됨 — [296, 2319, 549, 2324]
table-row: 2-Naphthylamine 검출안됨 검출안됨 검출안됨 — [296, 2244, 549, 2249]
table-row: 4-Aminoazobenzene 검출안됨 검출안됨 검출안됨 — [296, 1475, 549, 1480]
qr-code-icon — [290, 814, 302, 827]
table-row: pH 적합 — [17, 77, 270, 86]
qr-code-icon — [148, 2532, 161, 2544]
footer: 인터텍테스팅서비시즈코리아(주) 서울특별시 강동구 아리수로(명일동) 15길 인터텍빌딩 3층 Tel: 02-6090-5678, 5618 Fax: 02-6090-5000 — [99, 1216, 187, 1231]
qr-code-icon — [217, 2532, 230, 2544]
amine-table: 구분 시험결과 기준 연 1 연 2 연 3 4-Aminobiphenyl 검출안됨 검출안됨 검출안됨 30 이하 Benzidine 검출안됨 검출안됨 검출안됨 4-Chloro-o-toluidine 검출안됨 검출안됨 검출안됨 2-Naphthylamine 검출안됨 검출안됨 검출안됨 o-Aminoazotoluene 검출안됨 검출안됨 검출안됨 2-Amino-4-nitrotoluene 검출안됨 검출안됨 검출안됨 4-Chloroaniline 검출안됨 검출안됨 검출안됨 2,4-Diaminoanisole 검출안됨 검출안됨 검출안됨 4,4'-Diaminodiphenylmethane 검출안됨 검출안됨 검출안됨 3,3'-Dichlorobenzidine 검출안됨 검출안됨 검출안됨 3,3'-Dimethoxybenzidine 검출안됨 검출안됨 검출안됨 3,3'-Dimethylbenzidine 검출안됨 검출안됨 검출안됨 3,3'-Dimethyl-4,4'-diaminodiphenylmethane 검출안됨 검출안됨 검출안됨 p-Cresidine 검출안됨 검출안됨 검출안됨 4,4'-Methylene-bis-(2-chloroaniline) 검출안됨 검출안됨 검출안됨 4,4'-Oxydianiline 검출안됨 검출안됨 검출안됨 4,4'-Thiodianiline 검출안됨 검출안됨 검출안됨 o-Toluidine 검출안됨 검출안됨 검출안됨 2,4-Toluylenediamine 검출안됨 검출안됨 검출안됨 2,4,5-Trimethylaniline 검출안됨 검출안됨 검출안됨 o-Anisidine 검출안됨 검출안됨 검출안됨 4-Aminoazobenzene 검출안됨 검출안됨 검출안됨 2,4-Xylidine 검출안됨 검출안됨 검출안됨 2,6-Xylidine 검출안됨 검출안됨 검출안됨 — [295, 72, 549, 202]
info-icon: ▲ — [11, 830, 14, 834]
table-row: 4-Chloroaniline 검출안됨 검출안됨 검출안됨 — [296, 2259, 549, 2264]
qr-code-icon — [11, 2532, 24, 2544]
barcode-band — [284, 2531, 560, 2545]
table-row: 4-Aminobiphenyl 검출안됨 검출안됨 검출안됨 30 이하 — [296, 2229, 549, 2235]
qr-code-icon — [217, 1244, 230, 1256]
table-row: 3,3'-Dimethoxybenzidine 검출안됨 검출안됨 검출안됨 — [296, 1420, 549, 1426]
table-row: 2,4,5-Trimethylaniline 검출안됨 검출안됨 검출안됨 — [296, 177, 549, 182]
table-row: 4,4'-Thiodianiline 검출안됨 검출안됨 검출안됨 — [296, 1021, 549, 1026]
table-row: o-Anisidine 검출안됨 검출안됨 검출안됨 — [296, 182, 549, 187]
qr-code-icon — [359, 385, 371, 398]
table-row: 3,3'-Dimethyl-4,4'-diaminodiphenylmethane 검출안됨 검출안됨 검출안됨 — [296, 142, 549, 148]
table-row: Benzidine 검출안됨 검출안됨 검출안됨 — [296, 87, 549, 92]
table-row: 2-Amino-4-nitrotoluene 검출안됨 검출안됨 검출안됨 — [296, 2254, 549, 2259]
info-icon: ▲ — [290, 1259, 293, 1264]
col-result: 결과 — [191, 68, 270, 77]
amine-content: 3) 아릴아민 (mg/kg) KS K 0147 : 2017, KS K 0737 : 2017 구분 시험결과 기준 연 1 연 2 연 3 4-Aminobiphenyl 검출안됨 검출안됨 검출안됨 30 이하 Benzidine 검출안됨 검출안됨 검출안됨 4-Chloro-o-toluidine 검출안됨 검출안됨 검출안됨 2-Naphthylamine 검출안됨 검출안됨 검출안됨 o-Aminoazotoluene 검출안됨 검출안됨 검출안됨 2-Amino-4-nitrotoluene 검출안됨 검출안됨 검출안됨 4-Chloroaniline 검출안됨 검출안됨 검출안됨 2,4-Diaminoanisole 검출안됨 검출안됨 검출안됨 4,4'-Diaminodiphenylmethane 검출안됨 검출안됨 검출안됨 3,3'-Dichlorobenzidine 검출안됨 검출안됨 검출안됨 3,3'-Dimethoxybenzidine 검출안됨 검출안됨 검출안됨 3,3'-Dimethylbenzidine 검출안됨 검출안됨 검출안됨 3,3'-Dimethyl-4,4'-diaminodiphenylmethane 검출안됨 검출안됨 검출안됨 p-Cresidine 검출안됨 검출안됨 검출안됨 4,4'-Methylene-bis-(2-chloroaniline) 검출안됨 검출안됨 검출안됨 4,4'-Oxydianiline 검출안됨 검출안됨 검출안됨 4,4'-Thiodianiline 검출안됨 검출안됨 검출안됨 o-Toluidine 검출안됨 검출안됨 검출안됨 2,4-Toluylenediamine 검출안됨 검출안됨 검출안됨 2,4,5-Trimethylaniline 검출안됨 검출안됨 검출안됨 o-Anisidine 검출안됨 검출안됨 검출안됨 4-Aminoazobenzene 검출안됨 검출안됨 검출안됨 2,4-Xylidine 검출안됨 검출안됨 검출안됨 2,6-Xylidine 검출안됨 검출안됨 검출안됨 적 합 판정: 1 mg/kg 검출한도 5 mg/kg 시험 결과 : 30 이하 (5 mg/kg 이하에서 각각의 결과 불검출) End of Report 이 시험 성적서는 의뢰자가 제시한 견본 및 정보에 의한 시험 결과로서 전체 제품에 대한 품질을 보증하지는 않습니다. 이 성적서는 홍보, 선전, 광고 및 소송용으로 사용될 수 없으며, 용도 이외의 사용을 금합니다. 본 성적서의 시험 결과는 KOLAS 인정범위 내의 항목에 대하여 유효합니다. 본 성적서는 인터텍테스팅서비시즈코리아(주)의 서면 승인 없이 부분 복제할 수 없으며, 전체 복제 시에도 원본과 동일함을 보장할 수 없습니다. 성적서의 진위 여부는 하단의 QR 코드 또는 홈페이지를 통하여 확인할 수 있습니다. 시료의 보관 기간은 시험 완료 후 30일이며, 이후 폐기됩니다. 시험 결과에 대한 문의는 발행일로부터 30일 이내에 하여 주시기 바랍니다. 이 성적서는 모두 5 페이지입니다. 이 성적서의 마지막 페이지입니다. — [295, 918, 549, 1110]
table-row: 3,3'-Dimethylbenzidine 검출안됨 검출안됨 검출안됨 — [296, 1425, 549, 1430]
amine-content: 3) 아릴아민 (mg/kg) KS K 0147 : 2017, KS K 0737 : 2017 구분 시험결과 기준 연 1 연 2 연 3 4-Aminobiphenyl 검출안됨 검출안됨 검출안됨 30 이하 Benzidine 검출안됨 검출안됨 검출안됨 4-Chloro-o-toluidine 검출안됨 검출안됨 검출안됨 2-Naphthylamine 검출안됨 검출안됨 검출안됨 o-Aminoazotoluene 검출안됨 검출안됨 검출안됨 2-Amino-4-nitrotoluene 검출안됨 검출안됨 검출안됨 4-Chloroaniline 검출안됨 검출안됨 검출안됨 2,4-Diaminoanisole 검출안됨 검출안됨 검출안됨 4,4'-Diaminodiphenylmethane 검출안됨 검출안됨 검출안됨 3,3'-Dichlorobenzidine 검출안됨 검출안됨 검출안됨 3,3'-Dimethoxybenzidine 검출안됨 검출안됨 검출안됨 3,3'-Dimethylbenzidine 검출안됨 검출안됨 검출안됨 3,3'-Dimethyl-4,4'-diaminodiphenylmethane 검출안됨 검출안됨 검출안됨 p-Cresidine 검출안됨 검출안됨 검출안됨 4,4'-Methylene-bis-(2-chloroaniline) 검출안됨 검출안됨 검출안됨 4,4'-Oxydianiline 검출안됨 검출안됨 검출안됨 4,4'-Thiodianiline 검출안됨 검출안됨 검출안됨 o-Toluidine 검출안됨 검출안됨 검출안됨 2,4-Toluylenediamine 검출안됨 검출안됨 검출안됨 2,4,5-Trimethylaniline 검출안됨 검출안됨 검출안됨 o-Anisidine 검출안됨 검출안됨 검출안됨 4-Aminoazobenzene 검출안됨 검출안됨 검출안됨 2,4-Xylidine 검출안됨 검출안됨 검출안됨 2,6-Xylidine 검출안됨 검출안됨 검출안됨 적 합 판정: 1 mg/kg 검출한도 5 mg/kg 시험 결과 : 30 이하 (5 mg/kg 이하에서 각각의 결과 불검출) End of Report 이 시험 성적서는 의뢰자가 제시한 견본 및 정보에 의한 시험 결과로서 전체 제품에 대한 품질을 보증하지는 않습니다. 이 성적서는 홍보, 선전, 광고 및 소송용으로 사용될 수 없으며, 용도 이외의 사용을 금합니다. 본 성적서의 시험 결과는 KOLAS 인정범위 내의 항목에 대하여 유효합니다. 본 성적서는 인터텍테스팅서비시즈코리아(주)의 서면 승인 없이 부분 복제할 수 없으며, 전체 복제 시에도 원본과 동일함을 보장할 수 없습니다. 성적서의 진위 여부는 하단의 QR 코드 또는 홈페이지를 통하여 확인할 수 있습니다. 시료의 보관 기간은 시험 완료 후 30일이며, 이후 폐기됩니다. 시험 결과에 대한 문의는 발행일로부터 30일 이내에 하여 주시기 바랍니다. 이 성적서는 모두 5 페이지입니다. 이 성적서의 마지막 페이지입니다. — [295, 1777, 549, 1968]
barcode-band — [284, 2101, 560, 2116]
table-row: 2,6-Xylidine 검출안됨 검출안됨 검출안됨 — [296, 2343, 549, 2349]
table-row: 4-Chloro-o-toluidine 검출안됨 검출안됨 검출안됨 — [296, 92, 549, 98]
qr-code-icon — [11, 385, 24, 398]
table-row: 4-Aminoazobenzene 검출안됨 검출안됨 검출안됨 — [296, 187, 549, 192]
verify-note: ▲ You can verify the forgery and authenticity by the barcode at the end of this document. — [290, 400, 453, 405]
qr-code-icon — [496, 385, 509, 398]
accent-band — [5, 348, 281, 351]
table-row: Benzidine 검출안됨 검출안됨 검출안됨 — [296, 1804, 549, 1810]
report-meta: 성적서 번호: IT8201500000 Page : 1 of 5 — [224, 877, 272, 887]
report-meta: 성적서 번호: IT8201500000 Page : 5 of 5 — [503, 1306, 551, 1316]
report-page — [5, 1293, 281, 1706]
table-row: 4-Chloroaniline 검출안됨 검출안됨 검출안됨 — [296, 971, 549, 976]
report-meta: 성적서 번호: IT8201500000 Page : 5 of 5 — [503, 1735, 551, 1745]
report-meta: 성적서 번호: IT8201500000 Page : 1 of 5 — [224, 2165, 272, 2175]
amine-table: 구분 시험결과 기준 연 1 연 2 연 3 4-Aminobiphenyl 검출안됨 검출안됨 검출안됨 30 이하 Benzidine 검출안됨 검출안됨 검출안됨 4-Chloro-o-toluidine 검출안됨 검출안됨 검출안됨 2-Naphthylamine 검출안됨 검출안됨 검출안됨 o-Aminoazotoluene 검출안됨 검출안됨 검출안됨 2-Amino-4-nitrotoluene 검출안됨 검출안됨 검출안됨 4-Chloroaniline 검출안됨 검출안됨 검출안됨 2,4-Diaminoanisole 검출안됨 검출안됨 검출안됨 4,4'-Diaminodiphenylmethane 검출안됨 검출안됨 검출안됨 3,3'-Dichlorobenzidine 검출안됨 검출안됨 검출안됨 3,3'-Dimethoxybenzidine 검출안됨 검출안됨 검출안됨 3,3'-Dimethylbenzidine 검출안됨 검출안됨 검출안됨 3,3'-Dimethyl-4,4'-diaminodiphenylmethane 검출안됨 검출안됨 검출안됨 p-Cresidine 검출안됨 검출안됨 검출안됨 4,4'-Methylene-bis-(2-chloroaniline) 검출안됨 검출안됨 검출안됨 4,4'-Oxydianiline 검출안됨 검출안됨 검출안됨 4,4'-Thiodianiline 검출안됨 검출안됨 검출안됨 o-Toluidine 검출안됨 검출안됨 검출안됨 2,4-Toluylenediamine 검출안됨 검출안됨 검출안됨 2,4,5-Trimethylaniline 검출안됨 검출안됨 검출안됨 o-Anisidine 검출안됨 검출안됨 검출안됨 4-Aminoazobenzene 검출안됨 검출안됨 검출안됨 2,4-Xylidine 검출안됨 검출안됨 검출안됨 2,6-Xylidine 검출안됨 검출안됨 검출안됨 — [295, 501, 549, 631]
table-row: pH 적합 — [17, 2224, 270, 2233]
qr-code-icon — [496, 2532, 509, 2544]
report-meta: 성적서 번호: IT8201500000 Page : 1 of 5 — [224, 1735, 272, 1745]
qr-code-icon — [80, 1673, 92, 1686]
table-row: 2,4-Toluylenediamine 검출안됨 검출안됨 검출안됨 — [296, 1031, 549, 1036]
accent-band — [5, 1206, 281, 1209]
qr-code-icon — [290, 1244, 302, 1256]
table-row: 3,3'-Dimethyl-4,4'-diaminodiphenylmethane 검출안됨 검출안됨 검출안됨 — [296, 1860, 549, 1865]
qr-code-icon — [359, 2102, 371, 2115]
verify-note: ▲ You can verify the forgery and authenticity by the barcode at the end of this document. — [11, 400, 174, 405]
intertek-logo: intertek Total Quality. Assured. — [297, 446, 338, 463]
verify-note: ▲ You can verify the forgery and authenticity by the barcode at the end of this document. — [11, 1259, 174, 1264]
qr-code-icon — [217, 2102, 230, 2115]
col-result: 결과 — [191, 2215, 270, 2224]
table-row: 2,4,5-Trimethylaniline 검출안됨 검출안됨 검출안됨 — [296, 1035, 549, 1041]
qr-code-icon — [427, 2532, 440, 2544]
remark-block: REMARK: - 적합판정기준 안전확인 시험에 대해, 국가통합 및 전형배정에 안전요건/품소인정요건에 의해 시험결과 해당 - 어린이제품안전특별법(안전확인대상 아동 (a) 안전요건요건(제안) 제품에 안전 확인 안전요건 제출 (*) : 결과에 따라 제시 된 판정을 적어 설정 (-) : 인체에서 검출 — [16, 1824, 124, 1854]
table-row: 4,4'-Thiodianiline 검출안됨 검출안됨 검출안됨 — [296, 1450, 549, 1456]
report-page — [5, 5, 281, 418]
table-row: 4,4'-Diaminodiphenylmethane 검출안됨 검출안됨 검출안됨 — [296, 981, 549, 986]
table-row: o-Anisidine 검출안됨 검출안됨 검출안됨 — [296, 1899, 549, 1905]
table-row: 4,4'-Diaminodiphenylmethane 검출안됨 검출안됨 검출안됨 — [296, 1840, 549, 1845]
table-row: pH 적합 — [17, 936, 270, 945]
table-row: 2,4-Diaminoanisole 검출안됨 검출안됨 검출안됨 — [296, 2264, 549, 2269]
table-row: 4-Aminoazobenzene 검출안됨 검출안됨 검출안됨 — [296, 1045, 549, 1051]
table-row: 2,4-Xylidine 검출안됨 검출안됨 검출안됨 — [296, 1480, 549, 1485]
table-row: o-Toluidine 검출안됨 검출안됨 검출안됨 — [296, 596, 549, 601]
amine-table: 구분 시험결과 기준 연 1 연 2 연 3 4-Aminobiphenyl 검출안됨 검출안됨 검출안됨 30 이하 Benzidine 검출안됨 검출안됨 검출안됨 4-Chloro-o-toluidine 검출안됨 검출안됨 검출안됨 2-Naphthylamine 검출안됨 검출안됨 검출안됨 o-Aminoazotoluene 검출안됨 검출안됨 검출안됨 2-Amino-4-nitrotoluene 검출안됨 검출안됨 검출안됨 4-Chloroaniline 검출안됨 검출안됨 검출안됨 2,4-Diaminoanisole 검출안됨 검출안됨 검출안됨 4,4'-Diaminodiphenylmethane 검출안됨 검출안됨 검출안됨 3,3'-Dichlorobenzidine 검출안됨 검출안됨 검출안됨 3,3'-Dimethoxybenzidine 검출안됨 검출안됨 검출안됨 3,3'-Dimethylbenzidine 검출안됨 검출안됨 검출안됨 3,3'-Dimethyl-4,4'-diaminodiphenylmethane 검출안됨 검출안됨 검출안됨 p-Cresidine 검출안됨 검출안됨 검출안됨 4,4'-Methylene-bis-(2-chloroaniline) 검출안됨 검출안됨 검출안됨 4,4'-Oxydianiline 검출안됨 검출안됨 검출안됨 4,4'-Thiodianiline 검출안됨 검출안됨 검출안됨 o-Toluidine 검출안됨 검출안됨 검출안됨 2,4-Toluylenediamine 검출안됨 검출안됨 검출안됨 2,4,5-Trimethylaniline 검출안됨 검출안됨 검출안됨 o-Anisidine 검출안됨 검출안됨 검출안됨 4-Aminoazobenzene 검출안됨 검출안됨 검출안됨 2,4-Xylidine 검출안됨 검출안됨 검출안됨 2,6-Xylidine 검출안됨 검출안됨 검출안됨 — [295, 930, 549, 1061]
report-page — [284, 2152, 560, 2565]
intertek-logo: intertek Total Quality. Assured. — [18, 1734, 59, 1751]
table-row: o-Aminoazotoluene 검출안됨 검출안됨 검출안됨 — [296, 532, 549, 537]
table-row: 2-Amino-4-nitrotoluene 검출안됨 검출안됨 검출안됨 — [296, 536, 549, 542]
verify-note: ▲ You can verify the forgery and authenticity by the barcode at the end of this document. — [11, 2547, 174, 2552]
table-row: Benzidine 검출안됨 검출안됨 검출안됨 — [296, 2234, 549, 2239]
qr-code-icon — [496, 2102, 509, 2115]
formaldehyde-table: 구분 시험결과 기준 연 1 불검출 20 이하 — [16, 539, 270, 555]
accent-band — [5, 2494, 281, 2497]
info-icon: ▲ — [11, 400, 14, 405]
info-icon: ▲ — [11, 2547, 14, 2552]
table-row: 4-Aminobiphenyl 검출안됨 검출안됨 검출안됨 30 이하 — [296, 82, 549, 88]
table-row: p-Cresidine 검출안됨 검출안됨 검출안됨 — [296, 576, 549, 582]
summary-title: 시 험 결 과 — [120, 1770, 166, 1776]
report-page — [5, 2152, 281, 2565]
table-row: 3,3'-Dimethyl-4,4'-diaminodiphenylmethane 검출안됨 검출안됨 검출안됨 — [296, 572, 549, 577]
table-row: 아릴아민 적합 — [17, 95, 270, 104]
qr-code-icon — [359, 1673, 371, 1686]
table-row: p-Cresidine 검출안됨 검출안됨 검출안됨 — [296, 147, 549, 152]
accent-band — [5, 1636, 281, 1639]
verify-note: ▲ You can verify the forgery and authenticity by the barcode at the end of this document. — [11, 830, 174, 834]
col-item: 시험항목 — [17, 68, 191, 77]
accent-band — [284, 1206, 560, 1209]
table-row: Benzidine 검출안됨 검출안됨 검출안됨 — [296, 946, 549, 951]
info-icon: ▲ — [290, 2547, 293, 2552]
intertek-logo: intertek Total Quality. Assured. — [18, 1304, 59, 1322]
table-row: o-Toluidine 검출안됨 검출안됨 검출안됨 — [296, 1025, 549, 1031]
report-meta: 성적서 번호: IT8201500000 Page : 5 of 5 — [503, 2165, 551, 2175]
qr-code-icon — [148, 814, 161, 827]
report-page — [5, 864, 281, 1277]
barcode-band — [5, 2531, 281, 2545]
footer: 인터텍테스팅서비시즈코리아(주) 서울특별시 강동구 아리수로(명일동) 15길 인터텍빌딩 3층 Tel: 02-6090-5678, 5618 Fax: 02-6090-5000 — [378, 2504, 466, 2519]
qr-code-icon — [496, 1673, 509, 1686]
remark-block: REMARK: - 적합판정기준 안전확인 시험에 대해, 국가통합 및 전형배정에 안전요건/품소인정요건에 의해 시험결과 해당 - 어린이제품안전특별법(안전확인대상 아동 (a) 안전요건요건(제안) 제품에 안전 확인 안전요건 제출 (*) : 결과에 따라 제시 된 판정을 적어 설정 (-) : 인체에서 검출 — [16, 1395, 124, 1425]
table-row: 폼알데하이드 적합 — [17, 86, 270, 95]
disclaimer: End of Report 이 시험 성적서는 의뢰자가 제시한 견본 및 정보에 의한 시험 결과로서 전체 제품에 대한 품질을 보증하지는 않습니다. 이 성적서는 홍보, 선전, 광고 및 소송용으로 사용될 수 없으며, 용도 이외의 사용을 금합니다. 본 성적서의 시험 결과는 KOLAS 인정범위 내의 항목에 대하여 유효합니다. 본 성적서는 인터텍테스팅서비시즈코리아(주)의 서면 승인 없이 부분 복제할 수 없으며, 전체 복제 시에도 원본과 동일함을 보장할 수 없습니다. 성적서의 진위 여부는 하단의 QR 코드 또는 홈페이지를 통하여 확인할 수 있습니다. 시료의 보관 기간은 시험 완료 후 30일이며, 이후 폐기됩니다. 시험 결과에 대한 문의는 발행일로부터 30일 이내에 하여 주시기 바랍니다. 이 성적서는 모두 5 페이지입니다. 이 성적서의 마지막 페이지입니다. — [295, 216, 549, 251]
table-row: 3,3'-Dichlorobenzidine 검출안됨 검출안됨 검출안됨 — [296, 985, 549, 991]
table-row: 4,4'-Methylene-bis-(2-chloroaniline) 검출안됨 검출안됨 검출안됨 — [296, 1011, 549, 1016]
table-row: 아릴아민 적합 — [17, 1812, 270, 1821]
table-row: 4,4'-Diaminodiphenylmethane 검출안됨 검출안됨 검출안됨 — [296, 2269, 549, 2274]
table-row: 4-Chloroaniline 검출안됨 검출안됨 검출안됨 — [296, 112, 549, 118]
footer: 인터텍테스팅서비시즈코리아(주) 서울특별시 강동구 아리수로(명일동) 15길 인터텍빌딩 3층 Tel: 02-6090-5678, 5618 Fax: 02-6090-5000 — [378, 1645, 466, 1660]
summary-title: 시 험 결 과 — [120, 911, 166, 918]
qr-code-icon — [290, 2532, 302, 2544]
table-row: o-Aminoazotoluene 검출안됨 검출안됨 검출안됨 — [296, 2249, 549, 2254]
table-row: 4,4'-Methylene-bis-(2-chloroaniline) 검출안됨 검출안됨 검출안됨 — [296, 152, 549, 158]
accent-band — [284, 2065, 560, 2068]
table-row: 4-Chloro-o-toluidine 검출안됨 검출안됨 검출안됨 — [296, 951, 549, 956]
qr-code-icon — [427, 1244, 440, 1256]
table-row: 2,4,5-Trimethylaniline 검출안됨 검출안됨 검출안됨 — [296, 606, 549, 611]
table-row: 4,4'-Thiodianiline 검출안됨 검출안됨 검출안됨 — [296, 2309, 549, 2314]
amine-content: 3) 아릴아민 (mg/kg) KS K 0147 : 2017, KS K 0737 : 2017 구분 시험결과 기준 연 1 연 2 연 3 4-Aminobiphenyl 검출안됨 검출안됨 검출안됨 30 이하 Benzidine 검출안됨 검출안됨 검출안됨 4-Chloro-o-toluidine 검출안됨 검출안됨 검출안됨 2-Naphthylamine 검출안됨 검출안됨 검출안됨 o-Aminoazotoluene 검출안됨 검출안됨 검출안됨 2-Amino-4-nitrotoluene 검출안됨 검출안됨 검출안됨 4-Chloroaniline 검출안됨 검출안됨 검출안됨 2,4-Diaminoanisole 검출안됨 검출안됨 검출안됨 4,4'-Diaminodiphenylmethane 검출안됨 검출안됨 검출안됨 3,3'-Dichlorobenzidine 검출안됨 검출안됨 검출안됨 3,3'-Dimethoxybenzidine 검출안됨 검출안됨 검출안됨 3,3'-Dimethylbenzidine 검출안됨 검출안됨 검출안됨 3,3'-Dimethyl-4,4'-diaminodiphenylmethane 검출안됨 검출안됨 검출안됨 p-Cresidine 검출안됨 검출안됨 검출안됨 4,4'-Methylene-bis-(2-chloroaniline) 검출안됨 검출안됨 검출안됨 4,4'-Oxydianiline 검출안됨 검출안됨 검출안됨 4,4'-Thiodianiline 검출안됨 검출안됨 검출안됨 o-Toluidine 검출안됨 검출안됨 검출안됨 2,4-Toluylenediamine 검출안됨 검출안됨 검출안됨 2,4,5-Trimethylaniline 검출안됨 검출안됨 검출안됨 o-Anisidine 검출안됨 검출안됨 검출안됨 4-Aminoazobenzene 검출안됨 검출안됨 검출안됨 2,4-Xylidine 검출안됨 검출안됨 검출안됨 2,6-Xylidine 검출안됨 검출안됨 검출안됨 적 합 판정: 1 mg/kg 검출한도 5 mg/kg 시험 결과 : 30 이하 (5 mg/kg 이하에서 각각의 결과 불검출) End of Report 이 시험 성적서는 의뢰자가 제시한 견본 및 정보에 의한 시험 결과로서 전체 제품에 대한 품질을 보증하지는 않습니다. 이 성적서는 홍보, 선전, 광고 및 소송용으로 사용될 수 없으며, 용도 이외의 사용을 금합니다. 본 성적서의 시험 결과는 KOLAS 인정범위 내의 항목에 대하여 유효합니다. 본 성적서는 인터텍테스팅서비시즈코리아(주)의 서면 승인 없이 부분 복제할 수 없으며, 전체 복제 시에도 원본과 동일함을 보장할 수 없습니다. 성적서의 진위 여부는 하단의 QR 코드 또는 홈페이지를 통하여 확인할 수 있습니다. 시료의 보관 기간은 시험 완료 후 30일이며, 이후 폐기됩니다. 시험 결과에 대한 문의는 발행일로부터 30일 이내에 하여 주시기 바랍니다. 이 성적서는 모두 5 페이지입니다. 이 성적서의 마지막 페이지입니다. — [295, 489, 549, 680]
report-page — [284, 864, 560, 1277]
accent-band — [5, 777, 281, 780]
barcode-band — [5, 1243, 281, 1257]
